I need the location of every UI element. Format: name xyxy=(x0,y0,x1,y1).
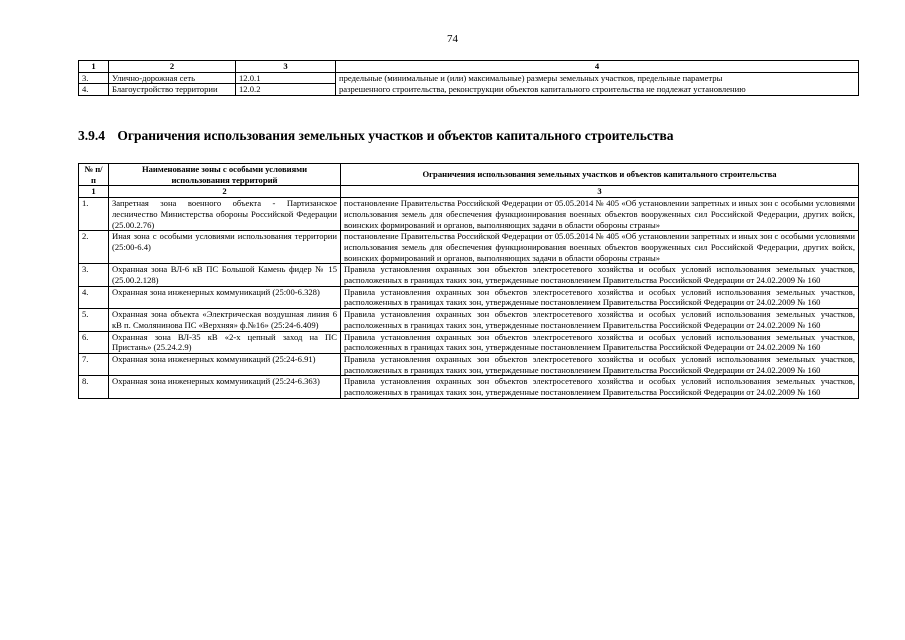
table-row xyxy=(79,309,859,331)
header-number: № п/п xyxy=(79,164,109,186)
row-number: 3. xyxy=(79,72,109,84)
table-row xyxy=(79,84,859,96)
zone-name: Охранная зона ВЛ-6 кВ ПС Большой Камень фидер № 15 (25.00.2.128) xyxy=(109,264,341,286)
column-number: 2 xyxy=(109,61,236,73)
page-number: 74 xyxy=(447,33,458,45)
table-row xyxy=(79,353,859,375)
header-restrictions: Ограничения использования земельных участков и объектов капитального строительства xyxy=(341,164,859,186)
zone-name: Охранная зона инженерных коммуникаций (25:24-6.363) xyxy=(109,376,341,398)
row-number: 1. xyxy=(79,198,109,231)
column-number: 1 xyxy=(79,186,109,198)
header-zone-name: Наименование зоны с особыми условиями использования территорий xyxy=(109,164,341,186)
zone-name: Охранная зона инженерных коммуникаций (25:24-6.91) xyxy=(109,353,341,375)
zone-name: Охранная зона объекта «Электрическая воздушная линия 6 кВ п. Смолянинова ПС «Верхняя» ф.№16» (25:24-6.409) xyxy=(109,309,341,331)
row-number: 4. xyxy=(79,286,109,308)
restrictions-table xyxy=(78,163,859,399)
row-number: 5. xyxy=(79,309,109,331)
table-row xyxy=(79,286,859,308)
restriction-text: Правила установления охранных зон объектов электросетевого хозяйства и особых условий использования земельных участков, расположенных в границах таких зон, утвержденные постановлением Правительства Российской Федерации от 24.02.2009 № 160 xyxy=(341,286,859,308)
table-row xyxy=(79,376,859,398)
row-number: 6. xyxy=(79,331,109,353)
land-use-name: Улично-дорожная сеть xyxy=(109,72,236,84)
column-number: 2 xyxy=(109,186,341,198)
section-title: Ограничения использования земельных участков и объектов капитального строительства xyxy=(117,128,674,143)
zone-name: Запретная зона военного объекта - Партизанское лесничество Министерства обороны Российской Федерации (25.00.2.76) xyxy=(109,198,341,231)
land-use-name: Благоустройство территории xyxy=(109,84,236,96)
table-row xyxy=(79,231,859,264)
row-number: 3. xyxy=(79,264,109,286)
row-number: 7. xyxy=(79,353,109,375)
restriction-text: постановление Правительства Российской Федерации от 05.05.2014 № 405 «Об установлении запретных и иных зон с особыми условиями использования земель для обеспечения функционирования военных объектов вооруженных сил Российской Федерации, других войск, воинских формирований и органов, выполняющих задачи в области обороны страны» xyxy=(341,198,859,231)
parameters-text: предельные (минимальные и (или) максимальные) размеры земельных участков, предельные параметры xyxy=(336,72,859,84)
column-number: 3 xyxy=(341,186,859,198)
zone-name: Охранная зона ВЛ-35 кВ «2-х цепный заход на ПС Пристань» (25.24.2.9) xyxy=(109,331,341,353)
restriction-text: постановление Правительства Российской Федерации от 05.05.2014 № 405 «Об установлении запретных и иных зон с особыми условиями использования земель для обеспечения функционирования военных объектов вооруженных сил Российской Федерации, других войск, воинских формирований и органов, выполняющих задачи в области обороны страны» xyxy=(341,231,859,264)
restriction-text: Правила установления охранных зон объектов электросетевого хозяйства и особых условий использования земельных участков, расположенных в границах таких зон, утвержденные постановлением Правительства Российской Федерации от 24.02.2009 № 160 xyxy=(341,376,859,398)
column-number-row xyxy=(79,186,859,198)
zone-name: Охранная зона инженерных коммуникаций (25:00-6.328) xyxy=(109,286,341,308)
column-number: 4 xyxy=(336,61,859,73)
restriction-text: Правила установления охранных зон объектов электросетевого хозяйства и особых условий использования земельных участков, расположенных в границах таких зон, утвержденные постановлением Правительства Российской Федерации от 24.02.2009 № 160 xyxy=(341,353,859,375)
table-row xyxy=(79,264,859,286)
continuation-table xyxy=(78,60,859,96)
table-row xyxy=(79,198,859,231)
restriction-text: Правила установления охранных зон объектов электросетевого хозяйства и особых условий использования земельных участков, расположенных в границах таких зон, утвержденные постановлением Правительства Российской Федерации от 24.02.2009 № 160 xyxy=(341,331,859,353)
table-header-row xyxy=(79,164,859,186)
section-number: 3.9.4 xyxy=(78,128,105,143)
land-use-code: 12.0.2 xyxy=(236,84,336,96)
row-number: 2. xyxy=(79,231,109,264)
row-number: 8. xyxy=(79,376,109,398)
land-use-code: 12.0.1 xyxy=(236,72,336,84)
restriction-text: Правила установления охранных зон объектов электросетевого хозяйства и особых условий использования земельных участков, расположенных в границах таких зон, утвержденные постановлением Правительства Российской Федерации от 24.02.2009 № 160 xyxy=(341,264,859,286)
row-number: 4. xyxy=(79,84,109,96)
section-heading xyxy=(78,128,674,144)
column-number-row xyxy=(79,61,859,73)
parameters-text: разрешенного строительства, реконструкции объектов капитального строительства не подлежат установлению xyxy=(336,84,859,96)
zone-name: Иная зона с особыми условиями использования территории (25:00-6.4) xyxy=(109,231,341,264)
restriction-text: Правила установления охранных зон объектов электросетевого хозяйства и особых условий использования земельных участков, расположенных в границах таких зон, утвержденные постановлением Правительства Российской Федерации от 24.02.2009 № 160 xyxy=(341,309,859,331)
column-number: 1 xyxy=(79,61,109,73)
column-number: 3 xyxy=(236,61,336,73)
table-row xyxy=(79,331,859,353)
table-row xyxy=(79,72,859,84)
